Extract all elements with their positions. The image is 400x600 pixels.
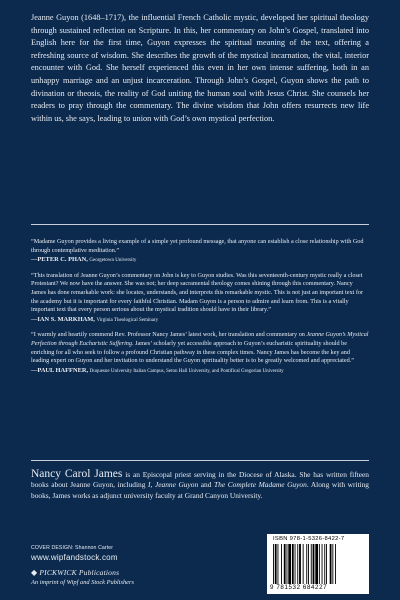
divider-bottom: [31, 460, 369, 461]
endorsement-quote: “Madame Guyon provides a living example of a simple yet profound message, that anyone can establish a close relationship with God through contemplative meditation.”: [31, 238, 364, 254]
endorser-affiliation: Georgetown University: [89, 258, 137, 264]
barcode-number: 9 781532 684227: [270, 584, 328, 591]
endorsement-attribution: [31, 367, 369, 377]
endorser-name: —PAUL HAFFNER,: [31, 366, 89, 374]
endorsement-phan: [31, 238, 369, 266]
endorser-affiliation: Virginia Theological Seminary: [96, 317, 159, 323]
endorser-name: —IAN S. MARKHAM,: [31, 315, 95, 323]
endorsement-attribution: [31, 256, 369, 266]
publisher-name: ◆ PICKWICK Publications: [31, 568, 120, 577]
publisher-logo-icon: ◆: [31, 568, 38, 577]
publisher-imprint: An imprint of Wipf and Stock Publishers: [31, 579, 134, 586]
endorsement-markham: [31, 272, 369, 326]
endorser-affiliation: Duquesne University Italian Campus, Seton Hall University, and Pontifical Gregorian University: [89, 368, 284, 374]
endorsement-haffner: [31, 331, 369, 376]
author-bio: Nancy Carol James is an Episcopal priest serving in the Diocese of Alaska. She has written fifteen books about Jeanne Guyon, including I, Jeanne Guyon and The Complete Madame Guyon. Along with writing books, James works as adjunct university faculty at Grand Canyon University.: [31, 468, 369, 500]
isbn-barcode-block: [267, 534, 369, 594]
publisher-website: www.wipfandstock.com: [31, 553, 118, 562]
endorsement-attribution: [31, 316, 369, 326]
book-title: Jeanne Guyon’s Mystical Perfection through Eucharistic Suffering: [31, 331, 369, 347]
endorsement-quote: “This translation of Jeanne Guyon’s commentary on John is key to Guyon studies. Was this seventeenth-century mystic really a closet Protestant? We now have the answer. She was not; her deep sacramental theology comes shining through this commentary. Nancy James has done remarkable work: she locates, understands, and interprets this remarkable mystic. This is not just an important text for the academy but it is important for every faithful Christian. Madam Guyon is a person to admire and learn from. This is a vitally important text that every person serious about the mystical tradition should have in their library.”: [31, 271, 364, 314]
endorser-name: —PETER C. PHAN,: [31, 256, 88, 264]
endorsements: [31, 238, 369, 382]
isbn-label: ISBN 978-1-5326-8422-7: [273, 536, 345, 542]
book-description: Jeanne Guyon (1648–1717), the influential French Catholic mystic, developed her spiritual theology through sustained reflection on Scripture. In this, her commentary on John’s Gospel, translated into English here for the first time, Guyon expresses the spiritual meaning of the text, offering a refreshing source of wisdom. She describes the growth of the mystical incarnation, the vital, interior encounter with God. She herself experienced this even in her own intense suffering, both in an unhappy marriage and an unjust incarceration. Through John’s Gospel, Guyon shows the path to divination or theosis, the reality of God uniting the human soul with Jesus Christ. She counsels her readers to pray through the commentary. The divine wisdom that John offers resurrects new life within us, she says, leading to union with God’s own mystical perfection.: [31, 13, 369, 123]
endorsement-quote: “I warmly and heartily commend Rev. Professor Nancy James’ latest work, her translation and commentary on Jeanne Guyon’s Mystical Perfection through Eucharistic Suffering. James’ scholarly yet accessible approach to Guyon’s eucharistic spirituality should be enriching for all who seek to follow a profound Christian pathway in these complex times. Nancy James has become the key and leading expert on Guyon and her invitation to understand the Guyon spirituality better is to be greatly welcomed and appreciated.”: [31, 331, 369, 365]
divider-top: [31, 224, 369, 225]
author-name: Nancy Carol James: [31, 468, 123, 480]
cover-design-credit: COVER DESIGN: Shannon Carter: [31, 545, 114, 551]
barcode-icon: [273, 544, 363, 584]
